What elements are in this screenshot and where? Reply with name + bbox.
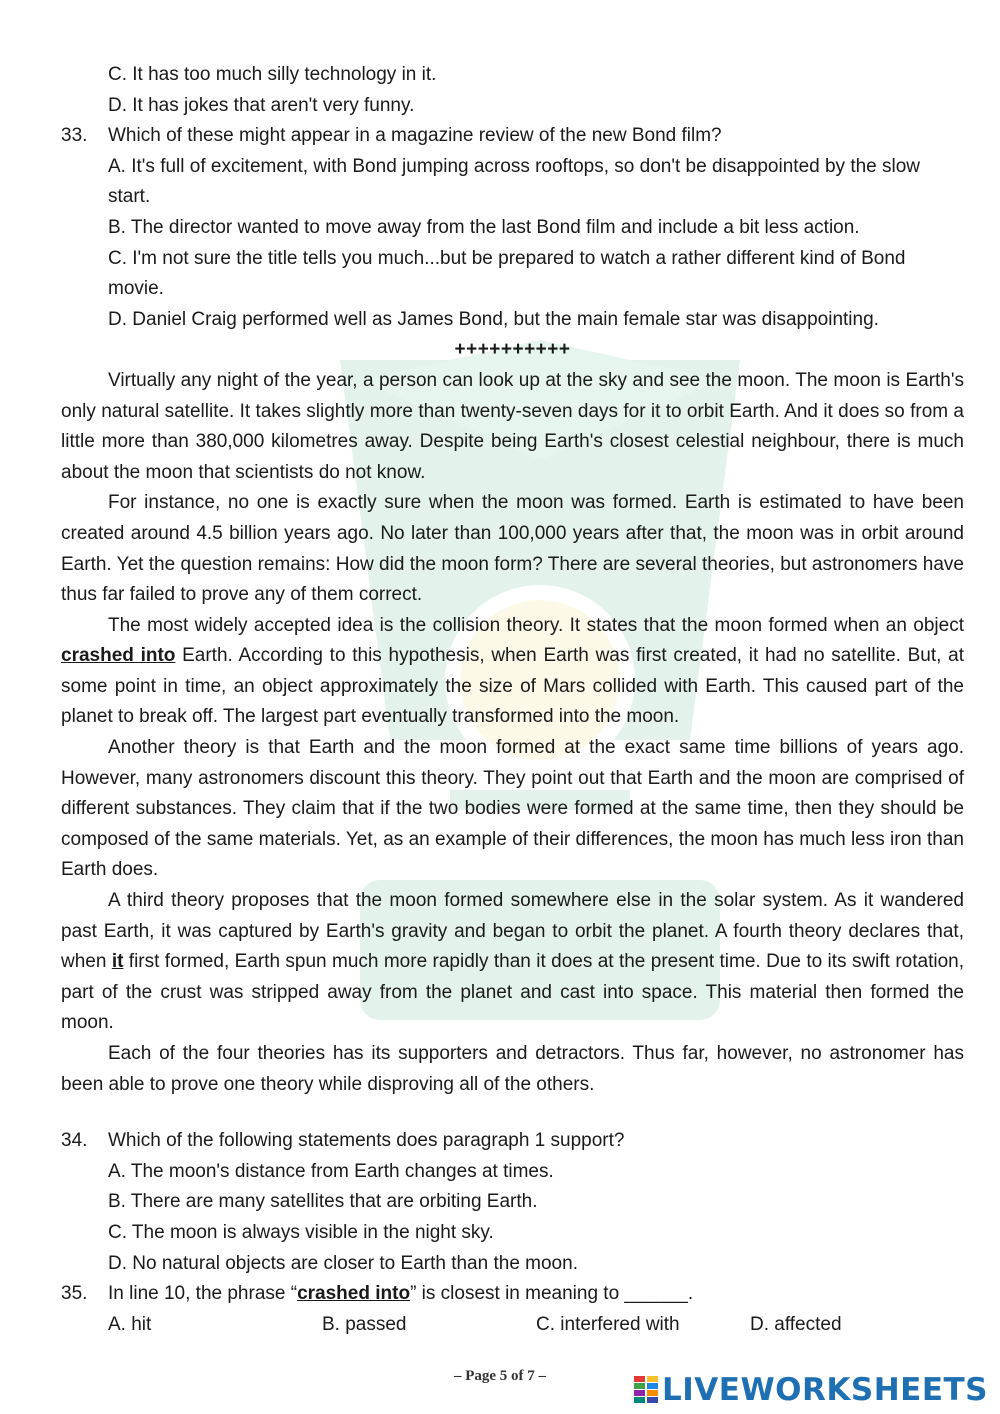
question-number: 34. [61,1130,88,1152]
question-34 [61,1126,964,1157]
q35-option-a: A. hit [108,1313,152,1335]
highlighted-phrase: crashed into [297,1283,411,1305]
q33-option-d: D. Daniel Craig performed well as James Bond, but the main female star was disappointing. [108,308,879,330]
question-33 [61,121,964,152]
question-number: 33. [61,125,88,147]
passage-paragraph-1: Virtually any night of the year, a person can look up at the sky and see the moon. The moon is Earth's only natural satellite. It takes slightly more than twenty-seven days for it to orbit Earth. And it does so from a little more than 380,000 kilometres away. Despite being Earth's closest celestial neighbour, there is much about the moon that scientists do not know. [61,369,964,483]
passage-paragraph-2: For instance, no one is exactly sure when the moon was formed. Earth is estimated to have been created around 4.5 billion years ago. No later than 100,000 years after that, the moon was in orbit around Earth. Yet the question remains: How did the moon form? There are several theories, but astronomers have thus far failed to prove any of them correct. [61,492,964,606]
question-number: 35. [61,1283,88,1305]
q34-option-b: B. There are many satellites that are orbiting Earth. [108,1191,538,1213]
q33-option-a: A. It's full of excitement, with Bond jumping across rooftops, so don't be disappointed by the slow start. [108,155,921,208]
q33-option-b: B. The director wanted to move away from the last Bond film and include a bit less action. [108,216,860,238]
liveworksheets-brand [634,1372,988,1408]
liveworksheets-logo-icon [634,1376,658,1404]
passage-paragraph-4: Another theory is that Earth and the moon formed at the exact same time billions of years ago. However, many astronomers discount this theory. They point out that Earth and the moon are comprised of different substances. They claim that if the two bodies were formed at the same time, then they should be composed of the same materials. Yet, as an example of their differences, the moon has much less iron than Earth does. [61,737,964,881]
q34-option-c: C. The moon is always visible in the night sky. [108,1221,494,1243]
question-text: Which of the following statements does paragraph 1 support? [108,1130,625,1152]
paragraph-text: first formed, Earth spun much more rapidly than it does at the present time. Due to its swift rotation, part of the crust was stripped away from the planet and cast into space. This material then formed the moon. [61,951,964,1034]
q32-option-d: D. It has jokes that aren't very funny. [108,94,415,116]
paragraph-text: The most widely accepted idea is the collision theory. It states that the moon formed when an object [108,614,964,636]
highlighted-word: it [111,951,124,973]
q34-option-d: D. No natural objects are closer to Earth than the moon. [108,1252,578,1274]
question-text [108,1279,964,1310]
question-text-part: ” is closest in meaning to ______. [410,1283,694,1305]
passage-paragraph-3 [61,611,964,733]
q33-option-c: C. I'm not sure the title tells you much...but be prepared to watch a rather different kind of Bond movie. [108,247,906,300]
passage-paragraph-5 [61,886,964,1039]
paragraph-text: Earth. According to this hypothesis, when Earth was first created, it had no satellite. But, at some point in time, an object approximately the size of Mars collided with Earth. This caused part of the planet to break off. The largest part eventually transformed into the moon. [61,645,964,728]
passage-paragraph-6: Each of the four theories has its supporters and detractors. Thus far, however, no astronomer has been able to prove one theory while disproving all of the others. [61,1043,964,1095]
q35-option-d: D. affected [750,1313,842,1335]
q35-option-c: C. interfered with [536,1313,680,1335]
question-text: Which of these might appear in a magazine review of the new Bond film? [108,125,722,147]
q32-option-c: C. It has too much silly technology in it. [108,64,437,85]
liveworksheets-logo-text: LIVEWORKSHEETS [662,1372,988,1408]
page-number: – Page 5 of 7 – [453,1368,547,1384]
paragraph-text: A third theory proposes that the moon formed somewhere else in the solar system. As it wandered past Earth, it was captured by Earth's gravity and began to orbit the planet. A fourth theory declares that, when [61,890,964,973]
q34-option-a: A. The moon's distance from Earth changes at times. [108,1160,554,1182]
highlighted-phrase: crashed into [61,645,176,667]
section-separator: ++++++++++ [454,339,571,361]
q35-options [61,1310,964,1341]
q35-option-b: B. passed [322,1313,407,1335]
question-text-part: In line 10, the phrase “ [108,1283,298,1305]
question-35 [61,1279,964,1310]
